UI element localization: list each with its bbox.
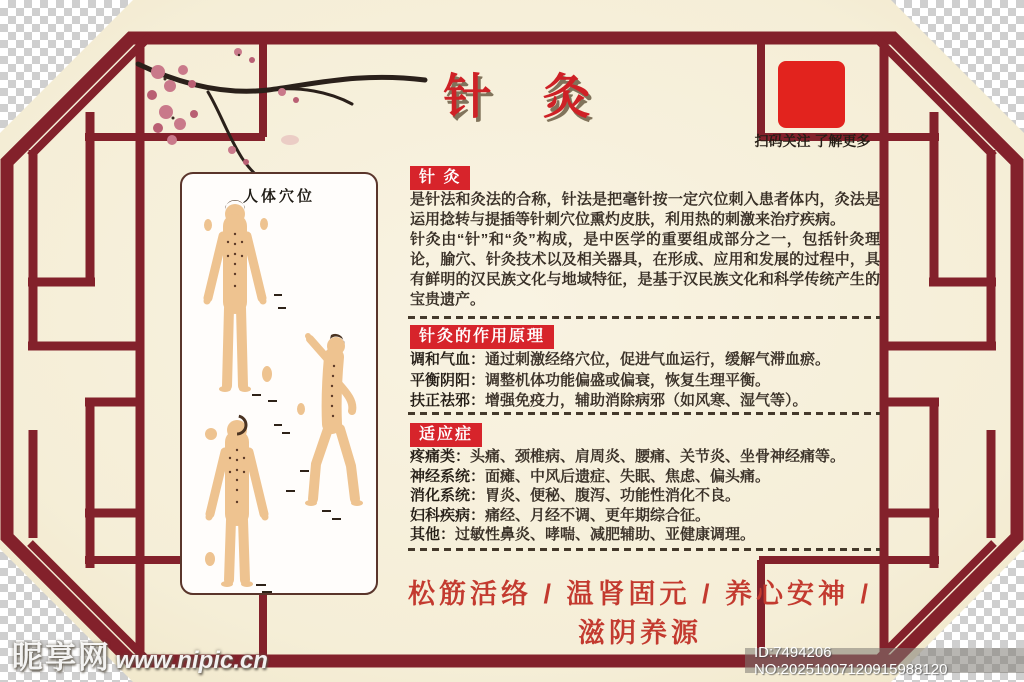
list-item: 疼痛类：头痛、颈椎病、肩周炎、腰痛、关节炎、坐骨神经痛等。 (410, 448, 846, 465)
dashed-divider (408, 412, 880, 415)
section-heading-principles: 针灸的作用原理 (410, 325, 554, 349)
section-heading-acupuncture: 针 灸 (410, 166, 470, 190)
watermark-site-name: 昵享网 (12, 640, 111, 675)
list-item: 扶正祛邪：增强免疫力，辅助消除病邪（如风寒、湿气等）。 (410, 392, 808, 409)
qr-code (778, 61, 845, 128)
dashed-divider (408, 548, 880, 551)
paragraph: 是针法和灸法的合称，针法是把毫针按一定穴位刺入患者体内，灸法是运用捻转与提插等针刺穴位熏灼皮肤，利用热的刺激来治疗疾病。 (410, 191, 880, 228)
paragraph: 针灸由“针”和“灸”构成，是中医学的重要组成部分之一，包括针灸理论，腧穴、针灸技术以及相关器具，在形成、应用和发展的过程中，具有鲜明的汉民族文化与地域特征，是基于汉民族文化和科学传统产生的宝贵遗产。 (410, 231, 880, 308)
figure-back-view (210, 420, 264, 580)
acupoint-figures (182, 174, 376, 593)
section-heading-indications: 适应症 (410, 423, 482, 447)
slogan-calligraphy: 松筋活络 / 温肾固元 / 养心安神 / 滋阴养源 (407, 579, 872, 648)
acupoint-chart-title: 人体穴位 (242, 188, 315, 205)
figure-side-view (310, 337, 355, 499)
poster-title: 针 灸 (443, 71, 597, 124)
dashed-divider (408, 316, 880, 319)
site-watermark (12, 632, 268, 677)
list-item: 神经系统：面瘫、中风后遗症、失眠、焦虑、偏头痛。 (410, 467, 771, 485)
image-id-bar: ID:7494206 NO:20251007120915988120 (745, 648, 1024, 673)
list-item: 其他：过敏性鼻炎、哮喘、减肥辅助、亚健康调理。 (410, 526, 756, 543)
section-acupuncture-text (410, 190, 880, 310)
acupoint-chart-panel (180, 172, 378, 595)
list-item: 消化系统：胃炎、便秘、腹泻、功能性消化不良。 (410, 487, 741, 504)
figure-front-view (208, 204, 262, 386)
qr-caption: 扫码关注 了解更多 (754, 133, 871, 149)
list-item: 平衡阴阳：调整机体功能偏盛或偏衰，恢复生理平衡。 (410, 371, 771, 389)
watermark-url: www.nipic.cn (115, 647, 268, 674)
section-indications-list (410, 447, 880, 545)
list-item: 妇科疾病：痛经、月经不调、更年期综合征。 (410, 506, 711, 524)
section-principles-list (410, 350, 880, 412)
list-item: 调和气血：通过刺激经络穴位，促进气血运行，缓解气滞血瘀。 (410, 351, 831, 368)
